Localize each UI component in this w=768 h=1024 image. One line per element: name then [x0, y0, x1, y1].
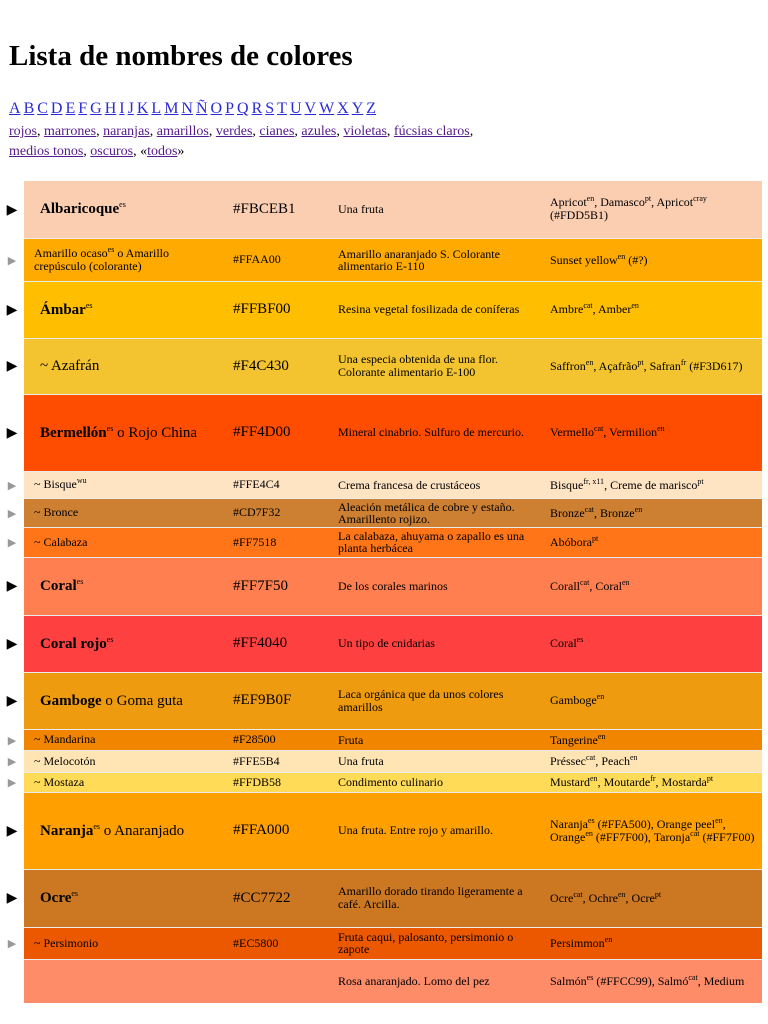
row-expand-cell [0, 471, 24, 498]
row-expand-cell [0, 959, 24, 1003]
table-row [0, 394, 762, 471]
alphabet-link-p[interactable]: P [225, 100, 235, 117]
color-name: ~ Calabaza [24, 527, 220, 557]
alphabet-link-e[interactable]: E [65, 100, 76, 117]
alphabet-link-i[interactable]: I [119, 100, 125, 117]
row-expand-cell [0, 238, 24, 281]
color-description: Fruta caqui, palosanto, persimonio o zapote [330, 927, 542, 959]
alphabet-link-l[interactable]: L [151, 100, 162, 117]
row-expand-cell [0, 772, 24, 792]
play-triangle-icon[interactable]: ▶ [6, 823, 18, 839]
alphabet-link-x[interactable]: X [337, 100, 349, 117]
other-language-names: Corall$^{cat}$, Coral$^{en}$ [542, 557, 762, 615]
color-name: Coral$^{es}$ [24, 557, 220, 615]
other-language-names: Mustard$^{en}$, Moutarde$^{fr}$, Mostarda$^{pt}$ [542, 772, 762, 792]
table-row [0, 927, 762, 959]
play-triangle-icon[interactable]: ▶ [6, 579, 18, 594]
category-link[interactable]: naranjas [103, 124, 150, 139]
category-links: rojos, marrones, naranjas, amarillos, verdes, cianes, azules, violetas, fúcsias claros, medios tonos, oscuros, «todos» [9, 124, 474, 159]
color-description: Resina vegetal fosilizada de coníferas [330, 281, 542, 338]
color-description: Amarillo anaranjado S. Colorante alimentario E-110 [330, 238, 542, 281]
play-triangle-icon[interactable]: ▶ [7, 777, 17, 789]
color-hex: #CD7F32 [220, 498, 330, 527]
color-name [24, 959, 220, 1003]
alphabet-link-u[interactable]: U [289, 100, 302, 117]
category-link[interactable]: violetas [343, 124, 387, 139]
alphabet-link-g[interactable]: G [90, 100, 102, 117]
play-triangle-icon[interactable]: ▶ [6, 693, 18, 709]
alphabet-link-n[interactable]: N [181, 100, 193, 117]
color-description: De los corales marinos [330, 557, 542, 615]
other-language-names: Coral$^{es}$ [542, 615, 762, 672]
table-row [0, 281, 762, 338]
alphabet-link-w[interactable]: W [319, 100, 335, 117]
row-expand-cell [0, 498, 24, 527]
row-expand-cell [0, 927, 24, 959]
color-name: ~ Persimonio [24, 927, 220, 959]
alphabet-link-c[interactable]: C [37, 100, 48, 117]
alphabet-link-f[interactable]: F [78, 100, 88, 117]
category-link-todos[interactable]: todos [147, 144, 178, 159]
color-description: Mineral cinabrio. Sulfuro de mercurio. [330, 394, 542, 471]
play-triangle-icon[interactable]: ▶ [6, 425, 18, 441]
alphabet-link-h[interactable]: H [104, 100, 117, 117]
color-hex: #FF7F50 [220, 557, 330, 615]
color-hex: #FF4040 [220, 615, 330, 672]
table-row [0, 772, 762, 792]
quote-close: » [177, 144, 185, 159]
color-description: Amarillo dorado tirando ligeramente a café. Arcilla. [330, 869, 542, 927]
play-triangle-icon[interactable]: ▶ [7, 254, 17, 267]
color-name: Gamboge o Goma guta [24, 672, 220, 729]
other-language-names: Persimmon$^{en}$ [542, 927, 762, 959]
row-expand-cell [0, 557, 24, 615]
color-hex: #EC5800 [220, 927, 330, 959]
color-description: Una especia obtenida de una flor. Colorante alimentario E-100 [330, 338, 542, 394]
quote-open: « [140, 144, 148, 159]
row-expand-cell [0, 672, 24, 729]
color-description: Condimento culinario [330, 772, 542, 792]
color-description: Laca orgánica que da unos colores amarillos [330, 672, 542, 729]
row-expand-cell [0, 394, 24, 471]
other-language-names: Gamboge$^{en}$ [542, 672, 762, 729]
color-name: Naranja$^{es}$ o Anaranjado [24, 792, 220, 869]
color-hex: #F28500 [220, 729, 330, 750]
color-description: Aleación metálica de cobre y estaño. Amarillento rojizo. [330, 498, 542, 527]
play-triangle-icon[interactable]: ▶ [6, 202, 18, 218]
category-link[interactable]: fúcsias claros [393, 124, 470, 139]
row-expand-cell [0, 527, 24, 557]
table-row [0, 869, 762, 927]
alphabet-link-r[interactable]: R [251, 100, 263, 117]
alphabet-link-d[interactable]: D [50, 100, 63, 117]
alphabet-index [9, 100, 379, 118]
row-expand-cell [0, 181, 24, 238]
color-description: Rosa anaranjado. Lomo del pez [330, 959, 542, 1003]
color-description: Crema francesa de crustáceos [330, 471, 542, 498]
table-row [0, 471, 762, 498]
other-language-names: Préssec$^{cat}$, Peach$^{en}$ [542, 750, 762, 772]
alphabet-link-s[interactable]: S [265, 100, 275, 117]
color-hex: #CC7722 [220, 869, 330, 927]
play-triangle-icon[interactable]: ▶ [6, 636, 18, 652]
color-hex: #FFA000 [220, 792, 330, 869]
color-name: ~ Bronce [24, 498, 220, 527]
table-row [0, 498, 762, 527]
alphabet-link-o[interactable]: O [210, 100, 223, 117]
category-link[interactable]: amarillos [156, 124, 209, 139]
play-triangle-icon[interactable]: ▶ [7, 537, 17, 549]
color-hex: #FFBF00 [220, 281, 330, 338]
color-hex: #EF9B0F [220, 672, 330, 729]
table-row [0, 750, 762, 772]
play-triangle-icon[interactable]: ▶ [6, 302, 18, 318]
play-triangle-icon[interactable]: ▶ [7, 507, 17, 520]
table-row [0, 672, 762, 729]
category-link[interactable]: oscuros [90, 144, 134, 159]
color-name: Coral rojo$^{es}$ [24, 615, 220, 672]
other-language-names: Vermello$^{cat}$, Vermilion$^{en}$ [542, 394, 762, 471]
table-row [0, 959, 762, 1003]
category-link[interactable]: verdes [215, 124, 253, 139]
row-expand-cell [0, 281, 24, 338]
row-expand-cell [0, 615, 24, 672]
alphabet-link-z[interactable]: Z [366, 100, 377, 117]
table-row [0, 729, 762, 750]
other-language-names: Bisque$^{fr, x11}$, Creme de marisco$^{pt}$ [542, 471, 762, 498]
color-hex: #FBCEB1 [220, 181, 330, 238]
alphabet-link-b[interactable]: B [23, 100, 35, 117]
alphabet-link-k[interactable]: K [136, 100, 149, 117]
category-link[interactable]: medios tonos [9, 144, 84, 159]
color-hex: #F4C430 [220, 338, 330, 394]
alphabet-link-v[interactable]: V [304, 100, 317, 117]
table-row [0, 181, 762, 238]
other-language-names: Ocre$^{cat}$, Ochre$^{en}$, Ocre$^{pt}$ [542, 869, 762, 927]
color-hex: #FFE4C4 [220, 471, 330, 498]
play-triangle-icon[interactable]: ▶ [7, 734, 17, 747]
other-language-names: Sunset yellow$^{en}$ (#?) [542, 238, 762, 281]
play-triangle-icon[interactable]: ▶ [6, 891, 18, 906]
alphabet-link-q[interactable]: Q [237, 100, 249, 117]
row-expand-cell [0, 869, 24, 927]
color-name: ~ Mostaza [24, 772, 220, 792]
row-expand-cell [0, 750, 24, 772]
table-row [0, 238, 762, 281]
table-row [0, 792, 762, 869]
color-description: Una fruta [330, 750, 542, 772]
other-language-names: Tangerine$^{en}$ [542, 729, 762, 750]
category-link[interactable]: azules [301, 124, 337, 139]
alphabet-link-ñ[interactable]: Ñ [195, 100, 208, 117]
color-name: ~ Bisque$^{wu}$ [24, 471, 220, 498]
play-triangle-icon[interactable]: ▶ [7, 938, 17, 950]
color-hex: #FF4D00 [220, 394, 330, 471]
color-name: Bermellón$^{es}$ o Rojo China [24, 394, 220, 471]
color-hex [220, 959, 330, 1003]
color-name: Amarillo ocaso$^{es}$ o Amarillo crepúsculo (colorante) [24, 238, 220, 281]
row-expand-cell [0, 338, 24, 394]
row-expand-cell [0, 792, 24, 869]
color-hex: #FFDB58 [220, 772, 330, 792]
alphabet-link-t[interactable]: T [277, 100, 287, 117]
other-language-names: Salmón$^{es}$ (#FFCC99), Salmó$^{cat}$, Medium [542, 959, 762, 1003]
table-row [0, 527, 762, 557]
color-description: Una fruta. Entre rojo y amarillo. [330, 792, 542, 869]
alphabet-link-a[interactable]: A [9, 100, 21, 117]
colors-table [0, 181, 762, 1003]
alphabet-link-j[interactable]: J [127, 100, 134, 117]
color-description: La calabaza, ahuyama o zapallo es una planta herbácea [330, 527, 542, 557]
category-link[interactable]: rojos [9, 124, 37, 139]
play-triangle-icon[interactable]: ▶ [7, 479, 17, 492]
color-description: Fruta [330, 729, 542, 750]
category-link[interactable]: cianes [259, 124, 295, 139]
color-name: ~ Melocotón [24, 750, 220, 772]
color-hex: #FF7518 [220, 527, 330, 557]
other-language-names: Ambre$^{cat}$, Amber$^{en}$ [542, 281, 762, 338]
table-row [0, 557, 762, 615]
page-title: Lista de nombres de colores [9, 40, 353, 72]
other-language-names: Abóbora$^{pt}$ [542, 527, 762, 557]
color-description: Una fruta [330, 181, 542, 238]
color-description: Un tipo de cnidarias [330, 615, 542, 672]
color-name: Albaricoque$^{es}$ [24, 181, 220, 238]
color-hex: #FFAA00 [220, 238, 330, 281]
play-triangle-icon[interactable]: ▶ [6, 359, 18, 374]
other-language-names: Saffron$^{en}$, Açafrão$^{pt}$, Safran$^{fr}$ (#F3D617) [542, 338, 762, 394]
color-name: Ocre$^{es}$ [24, 869, 220, 927]
color-hex: #FFE5B4 [220, 750, 330, 772]
other-language-names: Bronze$^{cat}$, Bronze$^{en}$ [542, 498, 762, 527]
row-expand-cell [0, 729, 24, 750]
color-name: Ámbar$^{es}$ [24, 281, 220, 338]
color-name: ~ Mandarina [24, 729, 220, 750]
table-row [0, 338, 762, 394]
alphabet-link-m[interactable]: M [164, 100, 179, 117]
other-language-names: Apricot$^{en}$, Damasco$^{pt}$, Apricot$^{cray}$ (#FDD5B1) [542, 181, 762, 238]
other-language-names: Naranja$^{es}$ (#FFA500), Orange peel$^{en}$, Orange$^{en}$ (#FF7F00), Taronja$^{cat}$ (#FF7F00) [542, 792, 762, 869]
play-triangle-icon[interactable]: ▶ [7, 756, 17, 768]
alphabet-link-y[interactable]: Y [351, 100, 364, 117]
color-name: ~ Azafrán [24, 338, 220, 394]
table-row [0, 615, 762, 672]
category-link[interactable]: marrones [44, 124, 97, 139]
